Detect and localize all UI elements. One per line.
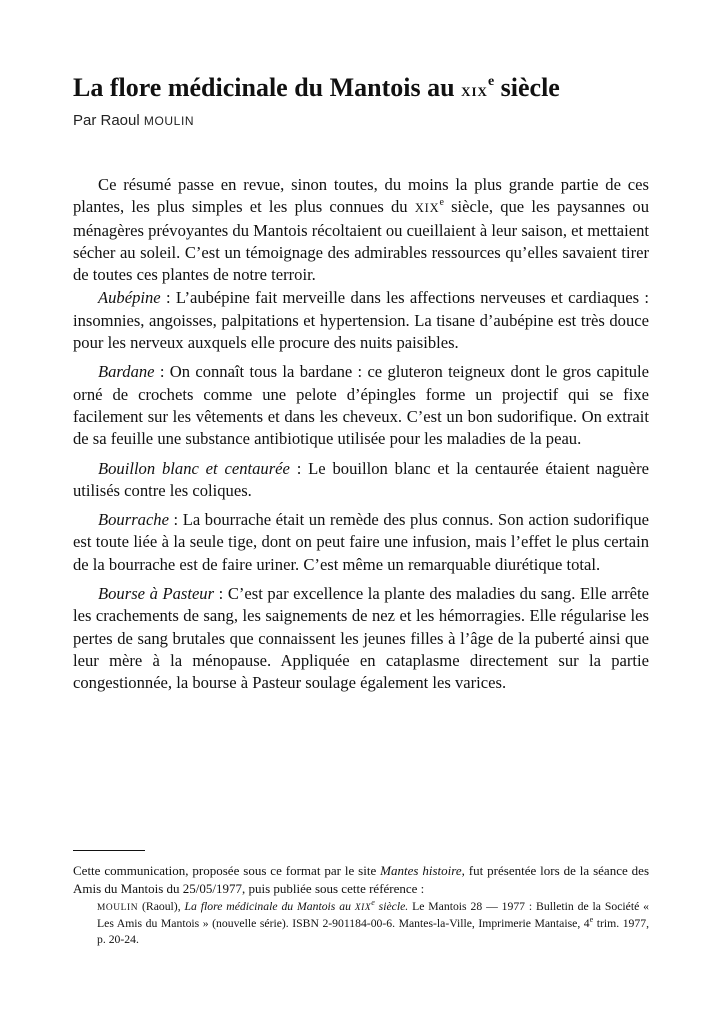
article-title xyxy=(73,72,649,107)
ref-details-1: Le Mantois 28 — 1977 : Bulletin de la Société « Les Amis du Mantois » (nouvelle série). ISBN 2-901184-00-6. Mantes-la-Ville, Imprimerie Mantaise, 4 xyxy=(97,900,649,930)
ref-title-end: siècle. xyxy=(374,900,409,913)
ref-author: MOULIN xyxy=(97,903,139,913)
footnote-text-1: Cette communication, proposée sous ce format par le site xyxy=(73,863,381,878)
ref-century: XIX xyxy=(354,903,372,913)
entry-text: : C’est par excellence la plante des maladies du sang. Elle arrête les crachements de sang, les saignements de nez et les hémorragies. Elle régularise les pertes de sang brutales que connaissent les jeunes filles à l’âge de la puberté ainsi que leur mère à la ménopause. Appliquée en cataplasme directement sur la partie congestionnée, la bourse à Pasteur soulage également les varices. xyxy=(73,584,649,693)
entry-bourrache xyxy=(73,509,649,576)
entry-bardane xyxy=(73,361,649,450)
entry-text: : La bourrache était un remède des plus connus. Son action sudorifique est toute liée à la seule tige, dont on peut faire une infusion, mais l’effet le plus certain de la bourrache est de faire uriner. C’est même un remarquable diurétique total. xyxy=(73,510,649,574)
entry-term: Bouillon blanc et centaurée xyxy=(98,458,290,478)
bibliographic-reference xyxy=(97,899,649,948)
entry-term: Bardane xyxy=(98,362,155,382)
byline xyxy=(73,111,649,131)
entry-bouillon-blanc xyxy=(73,458,649,503)
intro-century: XIX xyxy=(414,201,440,216)
entry-term: Bourse à Pasteur xyxy=(98,584,215,604)
entry-text: : On connaît tous la bardane : ce gluteron teigneux dont le gros capitule orné de crochets comme une pelote d’épingles forme un projectif qui se fixe facilement sur les vêtements et dans les cheveux. C’est un bon sudorifique. On extrait de sa feuille une substance antibiotique utilisée pour les maladies de la peau. xyxy=(73,362,649,449)
ref-author-suffix: (Raoul), xyxy=(138,900,185,913)
ref-century-sup: e xyxy=(371,898,375,907)
title-century: xix xyxy=(461,80,488,101)
ref-trimester-sup: e xyxy=(589,915,594,924)
author-surname: MOULIN xyxy=(143,114,195,128)
entry-bourse-a-pasteur xyxy=(73,583,649,694)
ref-details-2: trim. 1977, p. 20-24. xyxy=(97,917,649,946)
intro-paragraph xyxy=(73,174,649,286)
entry-text: : Le bouillon blanc et la centaurée étaient naguère utilisés contre les coliques. xyxy=(73,458,649,500)
footnote-note xyxy=(73,862,649,897)
footnote-site-name: Mantes histoire xyxy=(380,863,462,878)
intro-text-1: Ce résumé passe en revue, sinon toutes, du moins la plus grande partie de ces plantes, les plus simples et les plus connues du xyxy=(73,175,649,217)
title-text: La flore médicinale du Mantois au xyxy=(73,73,462,102)
intro-century-sup: e xyxy=(439,197,444,209)
entry-term: Aubépine xyxy=(98,288,161,308)
entry-text: : L’aubépine fait merveille dans les affections nerveuses et cardiaques : insomnies, angoisses, palpitations et hypertension. La tisane d’aubépine est très douce pour les nerveux auxquels elle procure des nuits paisibles. xyxy=(73,288,649,353)
article-body xyxy=(73,174,649,695)
ref-title: La flore médicinale du Mantois au xyxy=(184,900,355,913)
footnote-divider xyxy=(73,850,145,851)
intro-text-2: siècle, que les paysannes ou ménagères prévoyantes du Mantois récoltaient ou cueillaient à leur saison, et mettaient sécher au soleil. C’est un témoignage des admirables ressources qu’elles savaient tirer de toutes ces plantes de notre terroir. xyxy=(73,197,650,285)
title-century-sup: e xyxy=(487,74,495,89)
footnote-text-2: , fut présentée lors de la séance des Amis du Mantois du 25/05/1977, puis publiée sous cette référence : xyxy=(73,863,650,896)
title-end: siècle xyxy=(494,73,560,102)
entry-term: Bourrache xyxy=(98,510,169,530)
entry-aubepine xyxy=(73,287,649,354)
article xyxy=(73,72,649,702)
footnote xyxy=(73,862,649,948)
byline-prefix: Par Raoul xyxy=(73,112,144,129)
